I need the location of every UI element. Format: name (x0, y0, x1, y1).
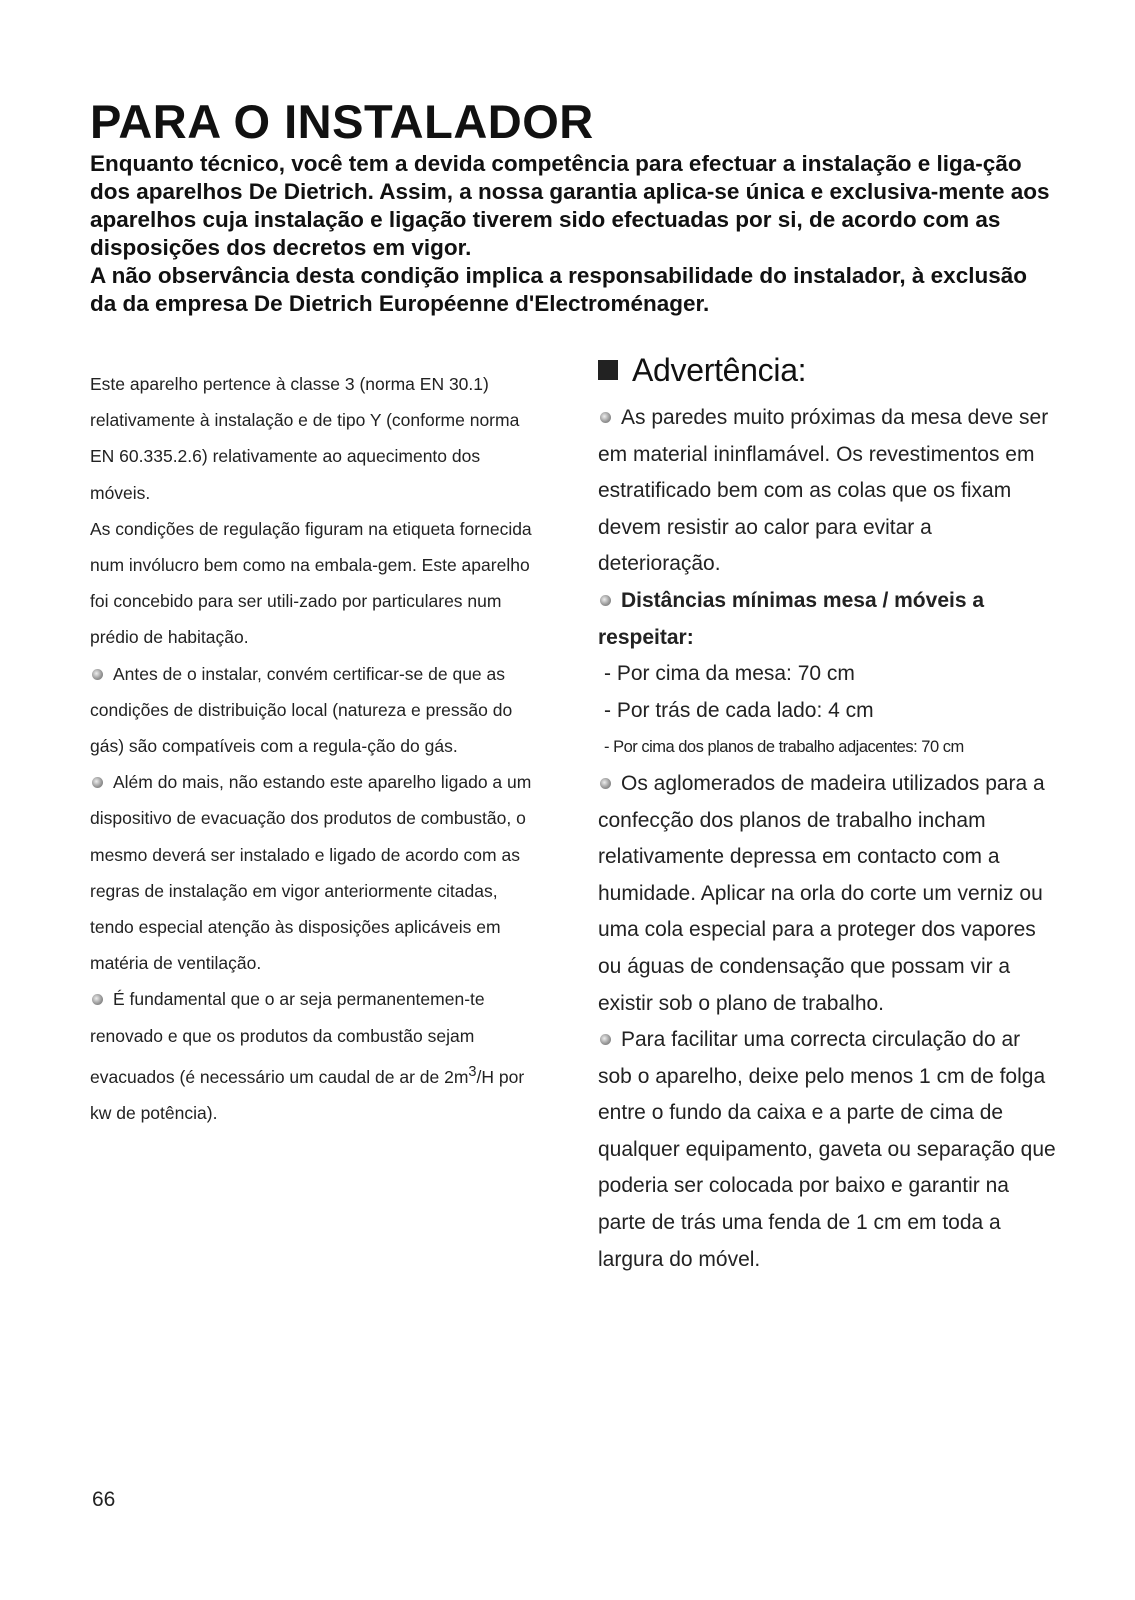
warning-heading (598, 350, 1058, 390)
dash-list-item: - Por cima da mesa: 70 cm (604, 662, 855, 686)
left-column (90, 366, 545, 1131)
bullet-paragraph (598, 766, 1058, 1022)
bullet-paragraph (90, 981, 545, 1131)
page-title: PARA O INSTALADOR (90, 95, 594, 148)
bullet-paragraph (90, 764, 545, 981)
page-number: 66 (92, 1488, 116, 1511)
intro-paragraph: Enquanto técnico, você tem a devida competência para efectuar a instalação e liga-ção dos aparelhos De Dietrich. Assim, a nossa garantia aplica-se única e exclusiva-mente aos aparelhos cuja instalação e ligação tiverem sido efectuadas por si, de acordo com as disposições dos decretos em vigor. (90, 151, 1050, 260)
bullet-text: Antes de o instalar, convém certificar-se de que as condições de distribuição local (natureza e pressão do gás) são compatíveis com a regula-ção do gás. (90, 663, 513, 757)
bullet-paragraph-heading (598, 583, 1058, 656)
round-bullet-icon (600, 1034, 611, 1045)
bullet-text: Além do mais, não estando este aparelho ligado a um dispositivo de evacuação dos produtos de combustão, o mesmo deverá ser instalado e ligado de acordo com as regras de instalação em vigor anteriormente citadas, tendo especial atenção às disposições aplicáveis em matéria de ventilação. (90, 772, 532, 974)
bullet-paragraph (598, 400, 1058, 583)
intro-block (90, 150, 1055, 318)
round-bullet-icon (600, 778, 611, 789)
paragraph: Este aparelho pertence à classe 3 (norma EN 30.1) relativamente à instalação e de tipo Y (conforme norma EN 60.335.2.6) relativamente ao aquecimento dos móveis. (90, 374, 520, 503)
round-bullet-icon (92, 994, 103, 1005)
paragraph: As condições de regulação figuram na etiqueta fornecida num invólucro bem como na embala-gem. Este aparelho foi concebido para ser utili-zado por particulares num prédio de habitação. (90, 518, 532, 648)
bullet-text: As paredes muito próximas da mesa deve ser em material ininflamável. Os revestimentos em estratificado bem com as colas que os fixam devem resistir ao calor para evitar a deterioração. (598, 406, 1049, 576)
bullet-paragraph (90, 656, 545, 765)
dash-list-item: - Por cima dos planos de trabalho adjacentes: 70 cm (604, 738, 964, 757)
intro-paragraph: A não observância desta condição implica a responsabilidade do instalador, à exclusão da da empresa De Dietrich Européenne d'Electroménager. (90, 263, 1027, 316)
round-bullet-icon (600, 595, 611, 606)
round-bullet-icon (92, 777, 103, 788)
round-bullet-icon (92, 669, 103, 680)
bullet-text: Distâncias mínimas mesa / móveis a respeitar: (598, 588, 985, 649)
right-column (598, 350, 1058, 1278)
bullet-text: Os aglomerados de madeira utilizados para a confecção dos planos de trabalho incham relativamente depressa em contacto com a humidade. Aplicar na orla do corte um verniz ou uma cola especial para a proteger dos vapores ou águas de condensação que possam vir a existir sob o plano de trabalho. (598, 771, 1045, 1015)
warning-heading-text: Advertência: (632, 352, 807, 388)
superscript: 3 (468, 1063, 477, 1080)
bullet-text: É fundamental que o ar seja permanentemen-te renovado e que os produtos da combustão sejam evacuados (é necessário um caudal de ar de 2m (90, 989, 485, 1087)
bullet-text: /H por kw de potência). (90, 1066, 525, 1123)
square-bullet-icon (598, 360, 618, 380)
bullet-paragraph (598, 1022, 1058, 1278)
round-bullet-icon (600, 412, 611, 423)
dash-list-item: - Por trás de cada lado: 4 cm (604, 698, 874, 722)
bullet-text: Para facilitar uma correcta circulação do ar sob o aparelho, deixe pelo menos 1 cm de folga entre o fundo da caixa e a parte de cima de qualquer equipamento, gaveta ou separação que poderia ser colocada por baixo e garantir na parte de trás uma fenda de 1 cm em toda a largura do móvel. (598, 1028, 1056, 1271)
